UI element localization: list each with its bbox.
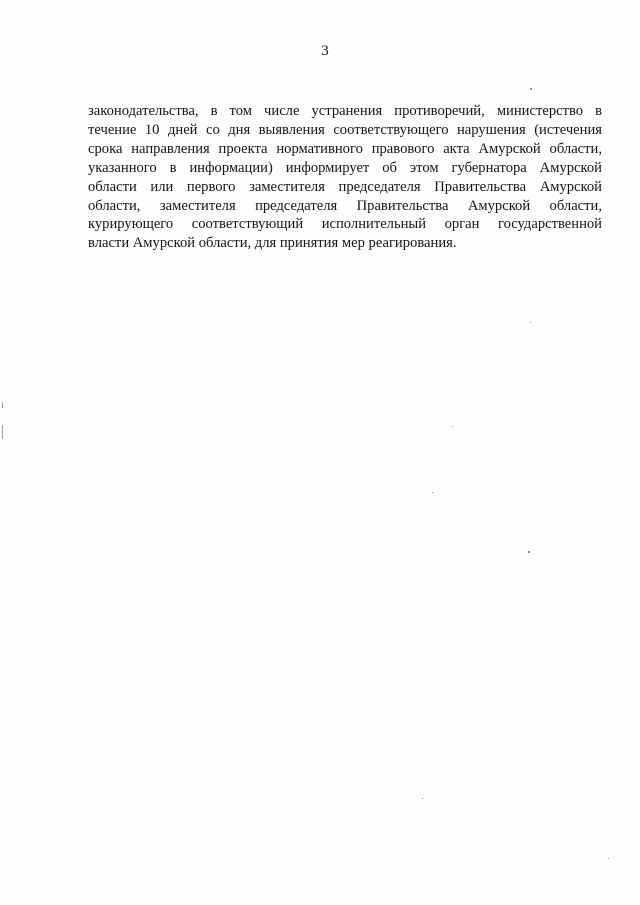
scan-speck (530, 322, 531, 323)
scan-speck (528, 551, 530, 553)
scan-edge-mark (2, 425, 3, 439)
scan-edge-mark (2, 402, 3, 408)
scan-speck (432, 492, 433, 493)
paragraph-line: срока направления проекта нормативного правового акта Амурской области, (88, 140, 602, 157)
paragraph-line: законодательства, в том числе устранения противоречий, министерство в (88, 103, 602, 119)
scan-speck (452, 426, 453, 427)
paragraph-line: курирующего соответствующий исполнительный орган государственной (88, 216, 602, 233)
page-number: 3 (321, 43, 329, 59)
paragraph-line: власти Амурской области, для принятия мер реагирования. (88, 235, 457, 252)
paragraph-line: области, заместителя председателя Правительства Амурской области, (88, 197, 602, 214)
scan-speck (422, 798, 423, 799)
scan-speck (608, 858, 609, 859)
paragraph-line: указанного в информации) информирует об этом губернатора Амурской (88, 159, 602, 176)
paragraph-line: области или первого заместителя председателя Правительства Амурской (88, 178, 602, 195)
body-paragraph (88, 102, 602, 253)
paragraph-line: течение 10 дней со дня выявления соответствующего нарушения (истечения (88, 121, 602, 138)
scan-speck (530, 88, 532, 90)
